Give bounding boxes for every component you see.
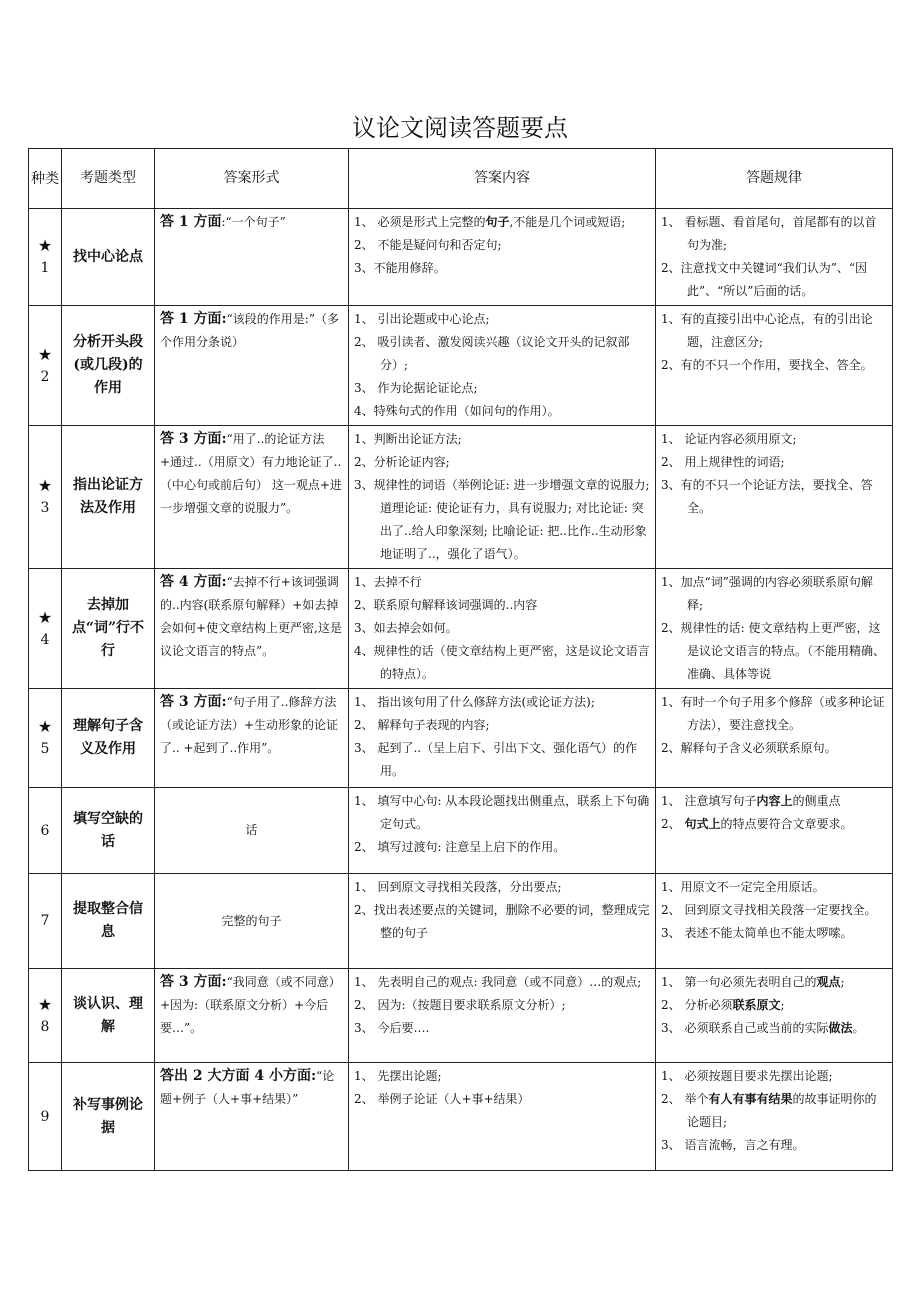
answer-key-table [28,148,893,1171]
table-row [29,306,893,426]
rules-line: 3、 必须联系自己或当前的实际做法。 [661,1021,865,1035]
answer-rules [656,426,893,569]
row-number: 8 [40,1018,50,1035]
content-line: 2、 解释句子表现的内容; [354,718,490,732]
row-number: 2 [40,368,50,385]
question-type: 分析开头段(或几段)的作用 [62,306,155,426]
content-line: 1、去掉不行 [354,575,422,589]
answer-form-lead: 答 4 方面: [160,574,227,590]
table-row [29,1063,893,1171]
kind-cell [29,874,62,969]
content-line: 2、联系原句解释该词强调的..内容 [354,598,538,612]
rules-line: 2、 用上规律性的词语; [661,455,785,469]
answer-rules [656,788,893,874]
question-type: 找中心论点 [62,209,155,306]
question-type: 指出论证方法及作用 [62,426,155,569]
star-icon: ★ [37,344,53,364]
rules-line: 2、注意找文中关键词“我们认为”、“因此”、“所以”后面的话。 [661,261,868,298]
question-type: 理解句子含义及作用 [62,689,155,788]
answer-rules [656,306,893,426]
answer-content [349,874,656,969]
header-form: 答案形式 [155,149,349,209]
table-row [29,209,893,306]
content-line: 1、 先表明自己的观点: 我同意（或不同意）…的观点; [354,975,642,989]
answer-form [155,689,349,788]
content-line: 2、 吸引读者、激发阅读兴趣（议论文开头的记叙部分）; [354,335,630,372]
answer-rules [656,874,893,969]
rules-line: 2、 分析必须联系原文; [661,998,785,1012]
kind-cell [29,569,62,689]
rules-line: 2、有的不只一个作用，要找全、答全。 [661,358,873,372]
document-title: 议论文阅读答题要点 [352,114,568,142]
row-number: 9 [40,1108,50,1125]
answer-form [155,426,349,569]
rules-line: 1、有时一个句子用多个修辞（或多种论证方法），要注意找全。 [661,695,885,732]
row-number: 3 [40,500,50,516]
content-line: 1、判断出论证方法; [354,432,462,446]
table-row [29,969,893,1063]
rules-line: 1、用原文不一定完全用原话。 [661,880,825,894]
content-line: 2、分析论证内容; [354,455,450,469]
rules-line: 1、 第一句必须先表明自己的观点; [661,975,845,989]
answer-form-text: “句子用了..修辞方法（或论证方法）+生动形象的论证了.. +起到了..作用”。 [160,695,339,755]
answer-form: 完整的句子 [155,874,349,969]
content-line: 4、特殊句式的作用（如问句的作用）。 [354,404,560,418]
content-line: 2、 不能是疑问句和否定句; [354,238,502,252]
answer-form: 话 [155,788,349,874]
content-line: 3、 今后要…. [354,1021,430,1035]
row-number: 5 [40,741,50,757]
bold-text: 联系原文 [732,998,781,1012]
row-number: 6 [40,822,50,839]
rules-line: 2、 回到原文寻找相关段落一定要找全。 [661,903,877,917]
content-line: 3、不能用修辞。 [354,261,446,275]
answer-rules [656,969,893,1063]
answer-form-text: “该段的作用是:”（多个作用分条说） [160,312,339,349]
star-icon: ★ [37,607,53,627]
content-line: 2、 填写过渡句: 注意呈上启下的作用。 [354,840,566,854]
question-type: 提取整合信息 [62,874,155,969]
content-line: 3、如去掉会如何。 [354,621,458,635]
answer-form-text: “我同意（或不同意）+因为:（联系原文分析）+今后要…”。 [160,975,341,1035]
kind-cell [29,788,62,874]
rules-line: 1、 必须按题目要求先摆出论题; [661,1069,833,1083]
question-type: 补写事例论据 [62,1063,155,1171]
rules-line: 3、有的不只一个论证方法，要找全、答全。 [661,478,873,515]
rules-line: 1、 看标题、看首尾句，首尾都有的以首句为准; [661,215,877,252]
table-row [29,788,893,874]
answer-form-text: :“一个句子” [221,215,286,229]
content-line: 1、 引出论题或中心论点; [354,312,490,326]
answer-form-lead: 答 3 方面: [160,974,227,990]
star-icon: ★ [37,717,53,736]
answer-form-text: “去掉不行+该词强调的..内容(联系原句解释）+如去掉会如何+使文章结构上更严密,这是议论文语言的特点”。 [160,575,342,658]
table-row [29,569,893,689]
kind-cell [29,306,62,426]
content-line: 1、 填写中心句: 从本段论题找出侧重点，联系上下句确定句式。 [354,794,650,831]
answer-rules [656,689,893,788]
content-line: 3、 作为论据论证论点; [354,381,478,395]
rules-line: 2、解释句子含义必须联系原句。 [661,741,837,755]
answer-content [349,689,656,788]
content-line: 1、 指出该句用了什么修辞方法(或论证方法); [354,695,595,709]
rules-line: 2、规律性的话: 使文章结构上更严密，这是议论文语言的特点。（不能用精确、准确、具体等说 [661,621,886,681]
rules-line: 2、 举个有人有事有结果的故事证明你的论题目; [661,1092,877,1129]
answer-form [155,969,349,1063]
answer-form-lead: 答 3 方面: [160,431,227,447]
content-line: 2、找出表述要点的关键词，删除不必要的词，整理成完整的句子 [354,903,650,940]
header-type: 考题类型 [62,149,155,209]
content-line: 3、 起到了..（呈上启下、引出下文、强化语气）的作用。 [354,741,638,778]
answer-form [155,209,349,306]
answer-form [155,1063,349,1171]
kind-cell [29,209,62,306]
kind-cell [29,426,62,569]
row-number: 4 [40,631,50,648]
answer-rules [656,1063,893,1171]
table-row [29,874,893,969]
header-content: 答案内容 [349,149,656,209]
answer-content [349,426,656,569]
answer-form-text: “用了..的论证方法+通过..（用原文）有力地论证了..（中心句或前后句） 这一观点+进一步增强文章的说服力”。 [160,432,342,515]
answer-form-text: “论题+例子（人+事+结果）” [160,1069,335,1106]
answer-content [349,969,656,1063]
question-type: 去掉加点“词”行不行 [62,569,155,689]
answer-form-lead: 答 1 方面 [160,214,222,230]
content-line: 4、规律性的话（使文章结构上更严密，这是议论文语言的特点）。 [354,644,650,681]
row-number: 7 [40,913,50,929]
answer-content [349,306,656,426]
rules-line: 3、 表述不能太简单也不能太啰嗦。 [661,926,853,940]
rules-line: 1、 注意填写句子内容上的侧重点 [661,794,841,808]
rules-line: 1、有的直接引出中心论点，有的引出论题，注意区分; [661,312,873,349]
answer-content [349,569,656,689]
kind-cell [29,1063,62,1171]
table-row [29,426,893,569]
bold-text: 观点 [816,975,841,989]
content-line: 3、规律性的词语（举例论证: 进一步增强文章的说服力; 道理论证: 使论证有力，具有说服力; 对比论证: 突出了..给人印象深刻; 比喻论证: 把..比作..生动形象地证明了..，强化了语气）。 [354,478,650,561]
rules-line: 1、加点“词”强调的内容必须联系原句解释; [661,575,873,612]
bold-text: 内容上 [756,794,793,808]
content-line: 2、 举例子论证（人+事+结果） [354,1092,530,1106]
kind-cell [29,969,62,1063]
content-line: 2、 因为:（按题目要求联系原文分析）; [354,998,566,1012]
answer-content [349,209,656,306]
answer-rules [656,209,893,306]
table-row [29,689,893,788]
header-rules: 答题规律 [656,149,893,209]
bold-text: 有人有事有结果 [708,1092,793,1106]
answer-content [349,788,656,874]
answer-content [349,1063,656,1171]
rules-line: 1、 论证内容必须用原文; [661,432,797,446]
header-kind: 种类 [29,149,62,209]
bold-text: 做法 [828,1021,853,1035]
answer-form-lead: 答出 2 大方面 4 小方面: [160,1068,317,1084]
answer-form-lead: 答 1 方面: [160,311,227,327]
content-line: 1、 回到原文寻找相关段落，分出要点; [354,880,562,894]
question-type: 填写空缺的话 [62,788,155,874]
content-line: 1、 先摆出论题; [354,1069,442,1083]
answer-form [155,569,349,689]
answer-form [155,306,349,426]
answer-form-lead: 答 3 方面: [160,694,227,710]
rules-line: 3、 语言流畅，言之有理。 [661,1138,805,1152]
bold-text: 句式上 [684,817,721,831]
answer-rules [656,569,893,689]
star-icon: ★ [37,236,53,255]
star-icon: ★ [37,994,53,1014]
question-type: 谈认识、理解 [62,969,155,1063]
kind-cell [29,689,62,788]
star-icon: ★ [37,476,53,495]
bold-text: 句子 [485,215,510,229]
header-row [29,149,893,209]
content-line: 1、 必须是形式上完整的句子,不能是几个词或短语; [354,215,626,229]
row-number: 1 [40,260,50,276]
rules-line: 2、 句式上的特点要符合文章要求。 [661,817,853,831]
